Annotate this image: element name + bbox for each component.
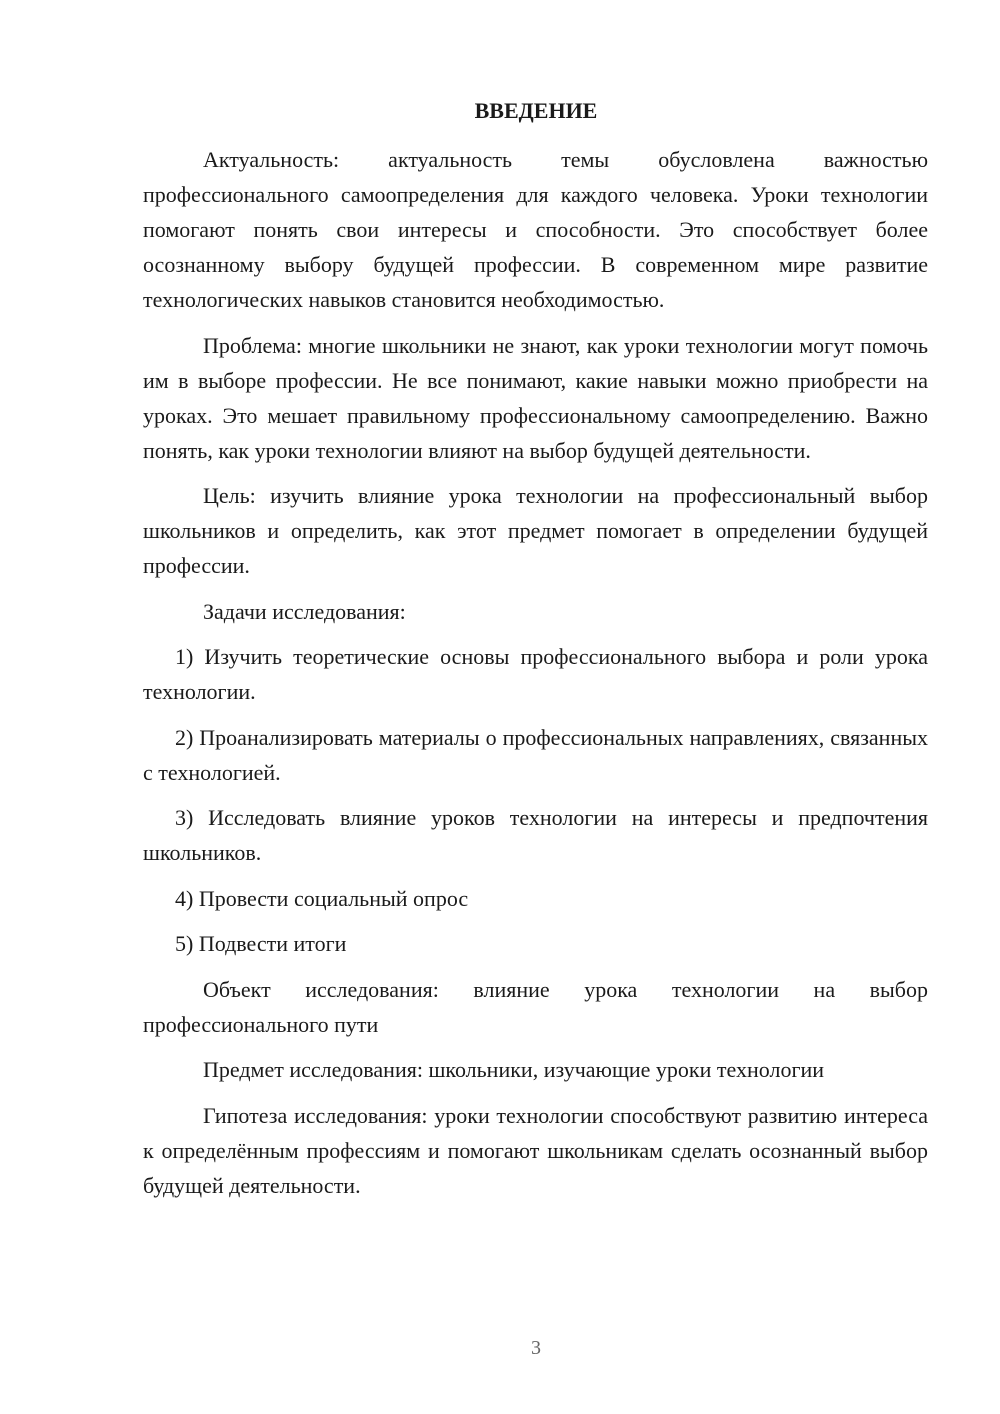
task-item: 1) Изучить теоретические основы профессионального выбора и роли урока технологии. (143, 644, 928, 704)
object-paragraph: Объект исследования: влияние урока технологии на выбор профессионального пути (143, 976, 928, 1037)
tasks-title: Задачи исследования: (203, 598, 406, 624)
relevance-paragraph: Актуальность: актуальность темы обусловлена важностью профессионального самоопределения для каждого человека. Уроки технологии помогают понять свои интересы и способности. Это способствует более осознанному выбору будущей профессии. В современном мире развитие технологических навыков становится необходимостью. (143, 147, 928, 312)
subject-paragraph: Предмет исследования: школьники, изучающие уроки технологии (203, 1057, 825, 1082)
goal-paragraph: Цель: изучить влияние урока технологии на профессиональный выбор школьников и определить, как этот предмет помогает в определении будущей профессии. (143, 483, 928, 578)
task-item: 2) Проанализировать материалы о профессиональных направлениях, связанных с технологией. (143, 724, 928, 785)
body-text (143, 142, 928, 1203)
task-item: 4) Провести социальный опрос (175, 885, 469, 911)
page-number: 3 (531, 1337, 541, 1359)
hypothesis-paragraph: Гипотеза исследования: уроки технологии способствуют развитию интереса к определённым профессиям и помогают школьникам сделать осознанный выбор будущей деятельности. (143, 1102, 928, 1198)
task-item: 5) Подвести итоги (175, 931, 347, 956)
problem-paragraph: Проблема: многие школьники не знают, как уроки технологии могут помочь им в выборе профессии. Не все понимают, какие навыки можно приобрести на уроках. Это мешает правильному профессиональному самоопределению. Важно понять, как уроки технологии влияют на выбор будущей деятельности. (143, 332, 928, 463)
task-item: 3) Исследовать влияние уроков технологии на интересы и предпочтения школьников. (143, 805, 928, 865)
page-heading: ВВЕДЕНИЕ (474, 98, 598, 123)
